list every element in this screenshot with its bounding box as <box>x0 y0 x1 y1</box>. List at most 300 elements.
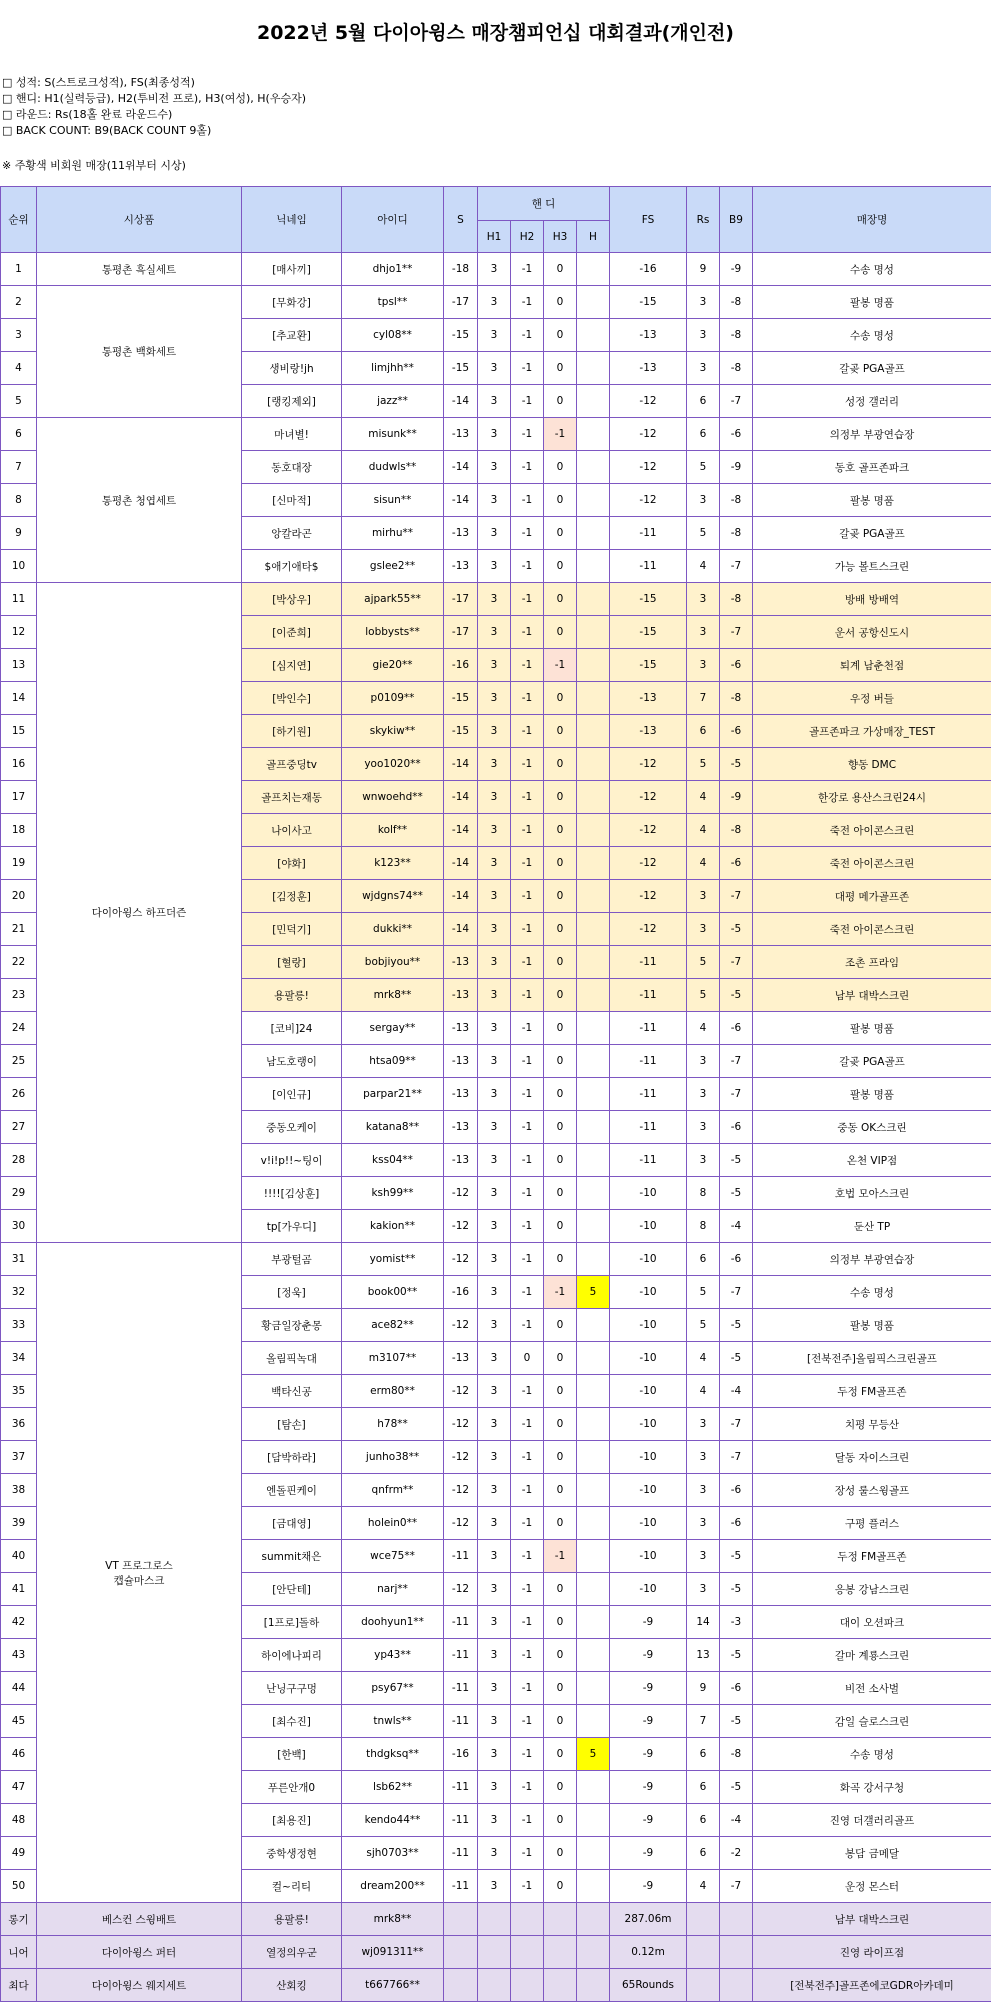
table-row <box>1 253 991 286</box>
fs-cell: -16 <box>610 253 687 286</box>
rank-cell: 46 <box>1 1738 37 1771</box>
rank-cell: 49 <box>1 1837 37 1870</box>
store-cell: 방배 방배역 <box>753 583 991 616</box>
empty-cell <box>687 1936 720 1969</box>
nickname-cell: $애기애타$ <box>242 550 342 583</box>
nickname-cell: 생비랑!jh <box>242 352 342 385</box>
nickname-cell: [탐손] <box>242 1408 342 1441</box>
h2-cell: -1 <box>511 1837 544 1870</box>
rank-cell: 7 <box>1 451 37 484</box>
h-cell <box>577 1705 610 1738</box>
h1-cell: 3 <box>478 451 511 484</box>
prize-cell: 통평촌 백화세트 <box>37 286 242 418</box>
h2-cell: -1 <box>511 451 544 484</box>
nickname-cell: [이준희] <box>242 616 342 649</box>
b9-cell: -5 <box>720 1573 753 1606</box>
store-cell: 수송 명성 <box>753 1276 991 1309</box>
b9-cell: -7 <box>720 616 753 649</box>
record-cell: 0.12m <box>610 1936 687 1969</box>
b9-cell: -4 <box>720 1804 753 1837</box>
h1-cell: 3 <box>478 616 511 649</box>
h-cell <box>577 1639 610 1672</box>
id-cell: psy67** <box>342 1672 444 1705</box>
store-cell: 우정 버들 <box>753 682 991 715</box>
h-cell <box>577 319 610 352</box>
prize-cell: 통평촌 흑실세트 <box>37 253 242 286</box>
nickname-cell: 엔돌핀케이 <box>242 1474 342 1507</box>
rank-cell: 6 <box>1 418 37 451</box>
nickname-cell: 남도호랭이 <box>242 1045 342 1078</box>
nickname-cell: [박상우] <box>242 583 342 616</box>
nickname-cell: v!i!p!!~팅이 <box>242 1144 342 1177</box>
h1-cell: 3 <box>478 385 511 418</box>
h-cell <box>577 286 610 319</box>
h-cell <box>577 253 610 286</box>
b9-cell: -5 <box>720 1705 753 1738</box>
score-cell: -12 <box>444 1408 478 1441</box>
h-cell <box>577 1672 610 1705</box>
empty-cell <box>444 1969 478 2002</box>
fs-cell: -12 <box>610 418 687 451</box>
score-cell: -17 <box>444 583 478 616</box>
h1-cell: 3 <box>478 1375 511 1408</box>
nickname-cell: 중학생정현 <box>242 1837 342 1870</box>
h3-cell: 0 <box>544 1870 577 1903</box>
fs-cell: -12 <box>610 913 687 946</box>
h-cell <box>577 484 610 517</box>
rs-cell: 9 <box>687 1672 720 1705</box>
b9-cell: -6 <box>720 1243 753 1276</box>
h-cell <box>577 682 610 715</box>
h2-cell: -1 <box>511 1573 544 1606</box>
store-cell: 갈마 계룡스크린 <box>753 1639 991 1672</box>
fs-cell: -10 <box>610 1210 687 1243</box>
prize-cell: 다이아윙스 퍼터 <box>37 1936 242 1969</box>
header-nickname: 닉네임 <box>242 187 342 253</box>
h3-cell: 0 <box>544 517 577 550</box>
rank-cell: 8 <box>1 484 37 517</box>
b9-cell: -5 <box>720 913 753 946</box>
note-handicap: □ 핸디: H1(실력등급), H2(투비전 프로), H3(여성), H(우승자) <box>2 92 306 105</box>
h3-cell: 0 <box>544 1441 577 1474</box>
h2-cell: -1 <box>511 616 544 649</box>
h1-cell: 3 <box>478 253 511 286</box>
h1-cell: 3 <box>478 946 511 979</box>
nickname-cell: [박인수] <box>242 682 342 715</box>
store-cell: 갈곶 PGA골프 <box>753 352 991 385</box>
rs-cell: 6 <box>687 385 720 418</box>
rs-cell: 8 <box>687 1177 720 1210</box>
rs-cell: 5 <box>687 451 720 484</box>
h2-cell: -1 <box>511 1474 544 1507</box>
nickname-cell: 열정의우군 <box>242 1936 342 1969</box>
rank-cell: 24 <box>1 1012 37 1045</box>
rs-cell: 3 <box>687 913 720 946</box>
note-rounds: □ 라운드: Rs(18홀 완료 라운드수) <box>2 108 173 121</box>
empty-cell <box>444 1936 478 1969</box>
id-cell: k123** <box>342 847 444 880</box>
b9-cell: -5 <box>720 1342 753 1375</box>
empty-cell <box>478 1969 511 2002</box>
h2-cell: -1 <box>511 1012 544 1045</box>
header-h1: H1 <box>478 221 511 253</box>
b9-cell: -5 <box>720 1540 753 1573</box>
score-cell: -12 <box>444 1309 478 1342</box>
rank-cell: 48 <box>1 1804 37 1837</box>
store-cell: 운서 공항신도시 <box>753 616 991 649</box>
rs-cell: 4 <box>687 1870 720 1903</box>
prize-cell: 다이아윙스 하프더즌 <box>37 583 242 1243</box>
store-cell: 팔봉 명품 <box>753 1012 991 1045</box>
rs-cell: 3 <box>687 1078 720 1111</box>
fs-cell: -10 <box>610 1375 687 1408</box>
rank-cell: 47 <box>1 1771 37 1804</box>
rs-cell: 6 <box>687 715 720 748</box>
h-cell <box>577 1309 610 1342</box>
rs-cell: 3 <box>687 1474 720 1507</box>
h1-cell: 3 <box>478 517 511 550</box>
award-cell: 최다 <box>1 1969 37 2002</box>
h3-cell: -1 <box>544 1276 577 1309</box>
h-cell <box>577 1144 610 1177</box>
empty-cell <box>511 1903 544 1936</box>
h3-cell: 0 <box>544 319 577 352</box>
h1-cell: 3 <box>478 352 511 385</box>
score-cell: -11 <box>444 1870 478 1903</box>
fs-cell: -12 <box>610 385 687 418</box>
h2-cell: -1 <box>511 1771 544 1804</box>
h1-cell: 3 <box>478 1540 511 1573</box>
rank-cell: 37 <box>1 1441 37 1474</box>
score-cell: -11 <box>444 1837 478 1870</box>
nickname-cell: 나이사고 <box>242 814 342 847</box>
store-cell: 비전 소사벌 <box>753 1672 991 1705</box>
fs-cell: -15 <box>610 649 687 682</box>
header-id: 아이디 <box>342 187 444 253</box>
fs-cell: -9 <box>610 1804 687 1837</box>
h3-cell: 0 <box>544 1309 577 1342</box>
h-cell <box>577 880 610 913</box>
b9-cell: -7 <box>720 1276 753 1309</box>
rank-cell: 26 <box>1 1078 37 1111</box>
header-rs: Rs <box>687 187 720 253</box>
rank-cell: 33 <box>1 1309 37 1342</box>
fs-cell: -11 <box>610 1045 687 1078</box>
table-row <box>1 418 991 451</box>
b9-cell: -7 <box>720 1441 753 1474</box>
fs-cell: -11 <box>610 946 687 979</box>
rank-cell: 25 <box>1 1045 37 1078</box>
rank-cell: 29 <box>1 1177 37 1210</box>
store-cell: 수송 명성 <box>753 1738 991 1771</box>
h1-cell: 3 <box>478 1738 511 1771</box>
nickname-cell: [랭킹제외] <box>242 385 342 418</box>
h-cell <box>577 451 610 484</box>
score-cell: -16 <box>444 1738 478 1771</box>
h1-cell: 3 <box>478 583 511 616</box>
fs-cell: -13 <box>610 715 687 748</box>
id-cell: kakion** <box>342 1210 444 1243</box>
score-cell: -11 <box>444 1771 478 1804</box>
id-cell: yp43** <box>342 1639 444 1672</box>
empty-cell <box>544 1936 577 1969</box>
b9-cell: -2 <box>720 1837 753 1870</box>
id-cell: dudwls** <box>342 451 444 484</box>
nickname-cell: 용팔릉! <box>242 1903 342 1936</box>
prize-cell: 베스컨 스윙배트 <box>37 1903 242 1936</box>
rs-cell: 4 <box>687 781 720 814</box>
b9-cell: -5 <box>720 979 753 1012</box>
table-row <box>1 286 991 319</box>
h3-cell: 0 <box>544 1705 577 1738</box>
rank-cell: 10 <box>1 550 37 583</box>
nickname-cell: [금대영] <box>242 1507 342 1540</box>
score-cell: -15 <box>444 682 478 715</box>
nickname-cell: [이인규] <box>242 1078 342 1111</box>
h3-cell: 0 <box>544 814 577 847</box>
fs-cell: -10 <box>610 1507 687 1540</box>
rank-cell: 35 <box>1 1375 37 1408</box>
rs-cell: 3 <box>687 1144 720 1177</box>
rs-cell: 4 <box>687 847 720 880</box>
rs-cell: 5 <box>687 946 720 979</box>
store-cell: 동호 골프존파크 <box>753 451 991 484</box>
h3-cell: 0 <box>544 1672 577 1705</box>
h-cell <box>577 616 610 649</box>
h2-cell: -1 <box>511 682 544 715</box>
fs-cell: -10 <box>610 1276 687 1309</box>
score-cell: -13 <box>444 1045 478 1078</box>
score-cell: -11 <box>444 1804 478 1837</box>
rank-cell: 44 <box>1 1672 37 1705</box>
fs-cell: -10 <box>610 1408 687 1441</box>
h2-cell: -1 <box>511 1606 544 1639</box>
h2-cell: -1 <box>511 484 544 517</box>
store-cell: 갈곶 PGA골프 <box>753 517 991 550</box>
rank-cell: 13 <box>1 649 37 682</box>
b9-cell: -6 <box>720 649 753 682</box>
store-cell: [전북전주]골프존에코GDR아카데미 <box>753 1969 991 2002</box>
b9-cell: -6 <box>720 1474 753 1507</box>
h2-cell: -1 <box>511 385 544 418</box>
h1-cell: 3 <box>478 1045 511 1078</box>
id-cell: dukki** <box>342 913 444 946</box>
h-cell <box>577 1540 610 1573</box>
h1-cell: 3 <box>478 781 511 814</box>
h1-cell: 3 <box>478 1243 511 1276</box>
score-cell: -14 <box>444 385 478 418</box>
empty-cell <box>544 1903 577 1936</box>
record-cell: 287.06m <box>610 1903 687 1936</box>
score-cell: -12 <box>444 1507 478 1540</box>
nickname-cell: 앙칼라곤 <box>242 517 342 550</box>
nickname-cell: 중동오케이 <box>242 1111 342 1144</box>
h-cell <box>577 1375 610 1408</box>
fs-cell: -10 <box>610 1177 687 1210</box>
score-cell: -17 <box>444 286 478 319</box>
h2-cell: -1 <box>511 781 544 814</box>
id-cell: cyl08** <box>342 319 444 352</box>
rs-cell: 5 <box>687 748 720 781</box>
id-cell: p0109** <box>342 682 444 715</box>
score-cell: -12 <box>444 1474 478 1507</box>
h2-cell: -1 <box>511 1507 544 1540</box>
fs-cell: -11 <box>610 550 687 583</box>
store-cell: 팔봉 명품 <box>753 484 991 517</box>
h2-cell: 0 <box>511 1342 544 1375</box>
nickname-cell: 용팔릉! <box>242 979 342 1012</box>
rank-cell: 11 <box>1 583 37 616</box>
prize-cell: VT 프로그로스 캡슐마스크 <box>37 1243 242 1903</box>
fs-cell: -11 <box>610 1078 687 1111</box>
h3-cell: 0 <box>544 1012 577 1045</box>
id-cell: gie20** <box>342 649 444 682</box>
score-cell: -13 <box>444 1144 478 1177</box>
orange-notice: ※ 주황색 비회원 매장(11위부터 시상) <box>2 159 186 172</box>
h1-cell: 3 <box>478 1144 511 1177</box>
header-h: H <box>577 221 610 253</box>
score-cell: -12 <box>444 1441 478 1474</box>
fs-cell: -12 <box>610 847 687 880</box>
h2-cell: -1 <box>511 649 544 682</box>
h-cell <box>577 649 610 682</box>
rank-cell: 45 <box>1 1705 37 1738</box>
h1-cell: 3 <box>478 1078 511 1111</box>
score-cell: -12 <box>444 1210 478 1243</box>
nickname-cell: [한백] <box>242 1738 342 1771</box>
fs-cell: -12 <box>610 748 687 781</box>
rank-cell: 9 <box>1 517 37 550</box>
nickname-cell: 하이에나피리 <box>242 1639 342 1672</box>
b9-cell: -6 <box>720 1012 753 1045</box>
b9-cell: -8 <box>720 286 753 319</box>
b9-cell: -8 <box>720 517 753 550</box>
id-cell: mrk8** <box>342 979 444 1012</box>
id-cell: wnwoehd** <box>342 781 444 814</box>
h-cell <box>577 1408 610 1441</box>
h2-cell: -1 <box>511 1705 544 1738</box>
score-cell: -13 <box>444 979 478 1012</box>
b9-cell: -7 <box>720 1870 753 1903</box>
store-cell: 진영 더갤러리골프 <box>753 1804 991 1837</box>
h-cell <box>577 1177 610 1210</box>
id-cell: mirhu** <box>342 517 444 550</box>
store-cell: 두정 FM골프존 <box>753 1540 991 1573</box>
store-cell: 조촌 프라임 <box>753 946 991 979</box>
header-prize: 시상품 <box>37 187 242 253</box>
rs-cell: 7 <box>687 682 720 715</box>
fs-cell: -9 <box>610 1705 687 1738</box>
store-cell: 대평 메가골프존 <box>753 880 991 913</box>
b9-cell: -5 <box>720 1144 753 1177</box>
h3-cell: -1 <box>544 418 577 451</box>
rs-cell: 3 <box>687 1111 720 1144</box>
id-cell: jazz** <box>342 385 444 418</box>
rs-cell: 13 <box>687 1639 720 1672</box>
b9-cell: -7 <box>720 1408 753 1441</box>
h1-cell: 3 <box>478 1606 511 1639</box>
nickname-cell: [혈랑] <box>242 946 342 979</box>
award-cell: 니어 <box>1 1936 37 1969</box>
h1-cell: 3 <box>478 913 511 946</box>
h-cell <box>577 352 610 385</box>
id-cell: doohyun1** <box>342 1606 444 1639</box>
h-cell <box>577 1012 610 1045</box>
id-cell: book00** <box>342 1276 444 1309</box>
rank-cell: 17 <box>1 781 37 814</box>
h1-cell: 3 <box>478 1342 511 1375</box>
h-cell <box>577 1837 610 1870</box>
special-award-row <box>1 1969 991 2002</box>
id-cell: wce75** <box>342 1540 444 1573</box>
b9-cell: -8 <box>720 1738 753 1771</box>
b9-cell: -5 <box>720 748 753 781</box>
empty-cell <box>444 1903 478 1936</box>
h-cell <box>577 1606 610 1639</box>
store-cell: 의정부 부광연습장 <box>753 418 991 451</box>
header-store: 매장명 <box>753 187 991 253</box>
b9-cell: -5 <box>720 1309 753 1342</box>
h2-cell: -1 <box>511 748 544 781</box>
fs-cell: -9 <box>610 1771 687 1804</box>
score-cell: -11 <box>444 1639 478 1672</box>
rank-cell: 27 <box>1 1111 37 1144</box>
h2-cell: -1 <box>511 1804 544 1837</box>
rank-cell: 3 <box>1 319 37 352</box>
rs-cell: 3 <box>687 583 720 616</box>
table-row <box>1 583 991 616</box>
store-cell: 수송 명성 <box>753 253 991 286</box>
score-cell: -12 <box>444 1243 478 1276</box>
nickname-cell: [민덕기] <box>242 913 342 946</box>
nickname-cell: [추교환] <box>242 319 342 352</box>
id-cell: holein0** <box>342 1507 444 1540</box>
h2-cell: -1 <box>511 352 544 385</box>
h2-cell: -1 <box>511 1441 544 1474</box>
rs-cell: 3 <box>687 1045 720 1078</box>
fs-cell: -12 <box>610 484 687 517</box>
h3-cell: 0 <box>544 1111 577 1144</box>
id-cell: kendo44** <box>342 1804 444 1837</box>
nickname-cell: [1프로]돌하 <box>242 1606 342 1639</box>
h2-cell: -1 <box>511 1111 544 1144</box>
header-fs: FS <box>610 187 687 253</box>
b9-cell: -6 <box>720 715 753 748</box>
score-cell: -12 <box>444 1573 478 1606</box>
fs-cell: -15 <box>610 616 687 649</box>
results-body <box>1 253 991 2002</box>
store-cell: 남부 대박스크린 <box>753 979 991 1012</box>
id-cell: junho38** <box>342 1441 444 1474</box>
rs-cell: 3 <box>687 649 720 682</box>
h3-cell: -1 <box>544 649 577 682</box>
store-cell: 갈곶 PGA골프 <box>753 1045 991 1078</box>
store-cell: 진영 라이프점 <box>753 1936 991 1969</box>
nickname-cell: [김정훈] <box>242 880 342 913</box>
nickname-cell: [최용진] <box>242 1804 342 1837</box>
h2-cell: -1 <box>511 286 544 319</box>
store-cell: 장성 룰스윙골프 <box>753 1474 991 1507</box>
score-cell: -14 <box>444 814 478 847</box>
h-cell <box>577 385 610 418</box>
id-cell: dhjo1** <box>342 253 444 286</box>
b9-cell: -4 <box>720 1210 753 1243</box>
h2-cell: -1 <box>511 1870 544 1903</box>
store-cell: [전북전주]올림픽스크린골프 <box>753 1342 991 1375</box>
store-cell: 향동 DMC <box>753 748 991 781</box>
store-cell: 성정 갤러리 <box>753 385 991 418</box>
h3-cell: 0 <box>544 1243 577 1276</box>
